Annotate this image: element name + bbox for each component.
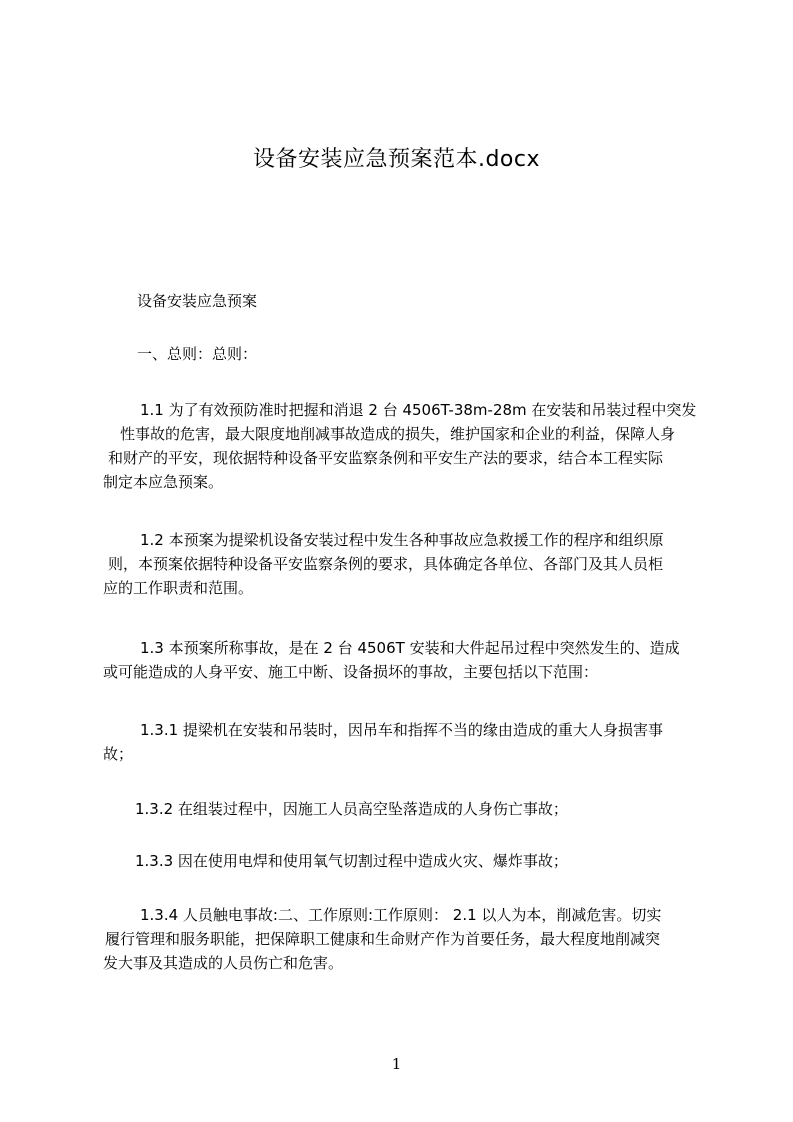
section-heading-text: 一、总则：总则： <box>137 345 258 363</box>
paragraph-line: 应的工作职责和范围。 <box>103 579 254 597</box>
paragraph-line: 和财产的平安，现依据特种设备平安监察条例和平安生产法的要求，结合本工程实际 <box>108 449 664 467</box>
document-heading <box>137 289 737 313</box>
paragraph-line: 性事故的危害，最大限度地削减事故造成的损失，维护国家和企业的利益，保障人身 <box>120 425 676 443</box>
paragraph-line: 1.3.3 因在使用电焊和使用氧气切割过程中造成火灾、爆炸事故； <box>135 852 568 870</box>
section-heading-general <box>137 342 737 366</box>
paragraph-line: 制定本应急预案。 <box>103 473 224 491</box>
paragraph-line: 或可能造成的人身平安、施工中断、设备损坏的事故，主要包括以下范围： <box>103 663 599 681</box>
paragraph-line: 故； <box>103 745 134 763</box>
paragraph-line: 1.3.1 提梁机在安装和吊装时，因吊车和指挥不当的缘由造成的重大人身损害事 <box>140 721 663 739</box>
paragraph-line: 履行管理和服务职能，把保障职工健康和生命财产作为首要任务，最大程度地削减突 <box>105 930 661 948</box>
paragraph-1-1 <box>103 398 703 494</box>
paragraph-1-3 <box>103 636 703 684</box>
paragraph-line: 发大事及其造成的人员伤亡和危害。 <box>103 954 344 972</box>
document-title: 设备安装应急预案范本.docx <box>252 147 541 172</box>
paragraph-line: 1.3 本预案所称事故，是在 2 台 4506T 安装和大件起吊过程中突然发生的、造成 <box>140 639 680 657</box>
paragraph-1-3-3 <box>103 849 703 873</box>
paragraph-1-2 <box>103 528 703 600</box>
paragraph-1-3-1 <box>103 718 703 766</box>
paragraph-line: 1.3.4 人员触电事故:二、工作原则:工作原则： 2.1 以人为本，削减危害。切实 <box>140 906 662 924</box>
paragraph-line: 则，本预案依据特种设备平安监察条例的要求，具体确定各单位、各部门及其人员柜 <box>108 555 664 573</box>
paragraph-1-3-2 <box>103 797 703 821</box>
paragraph-1-3-4 <box>103 903 703 975</box>
heading-text: 设备安装应急预案 <box>137 292 258 310</box>
paragraph-line: 1.1 为了有效预防准时把握和消退 2 台 4506T-38m-28m 在安装和吊装过程中突发 <box>140 401 697 419</box>
page-number: 1 <box>391 1055 402 1073</box>
paragraph-line: 1.2 本预案为提梁机设备安装过程中发生各种事故应急救援工作的程序和组织原 <box>140 531 664 549</box>
paragraph-line: 1.3.2 在组装过程中，因施工人员高空坠落造成的人身伤亡事故； <box>135 800 568 818</box>
